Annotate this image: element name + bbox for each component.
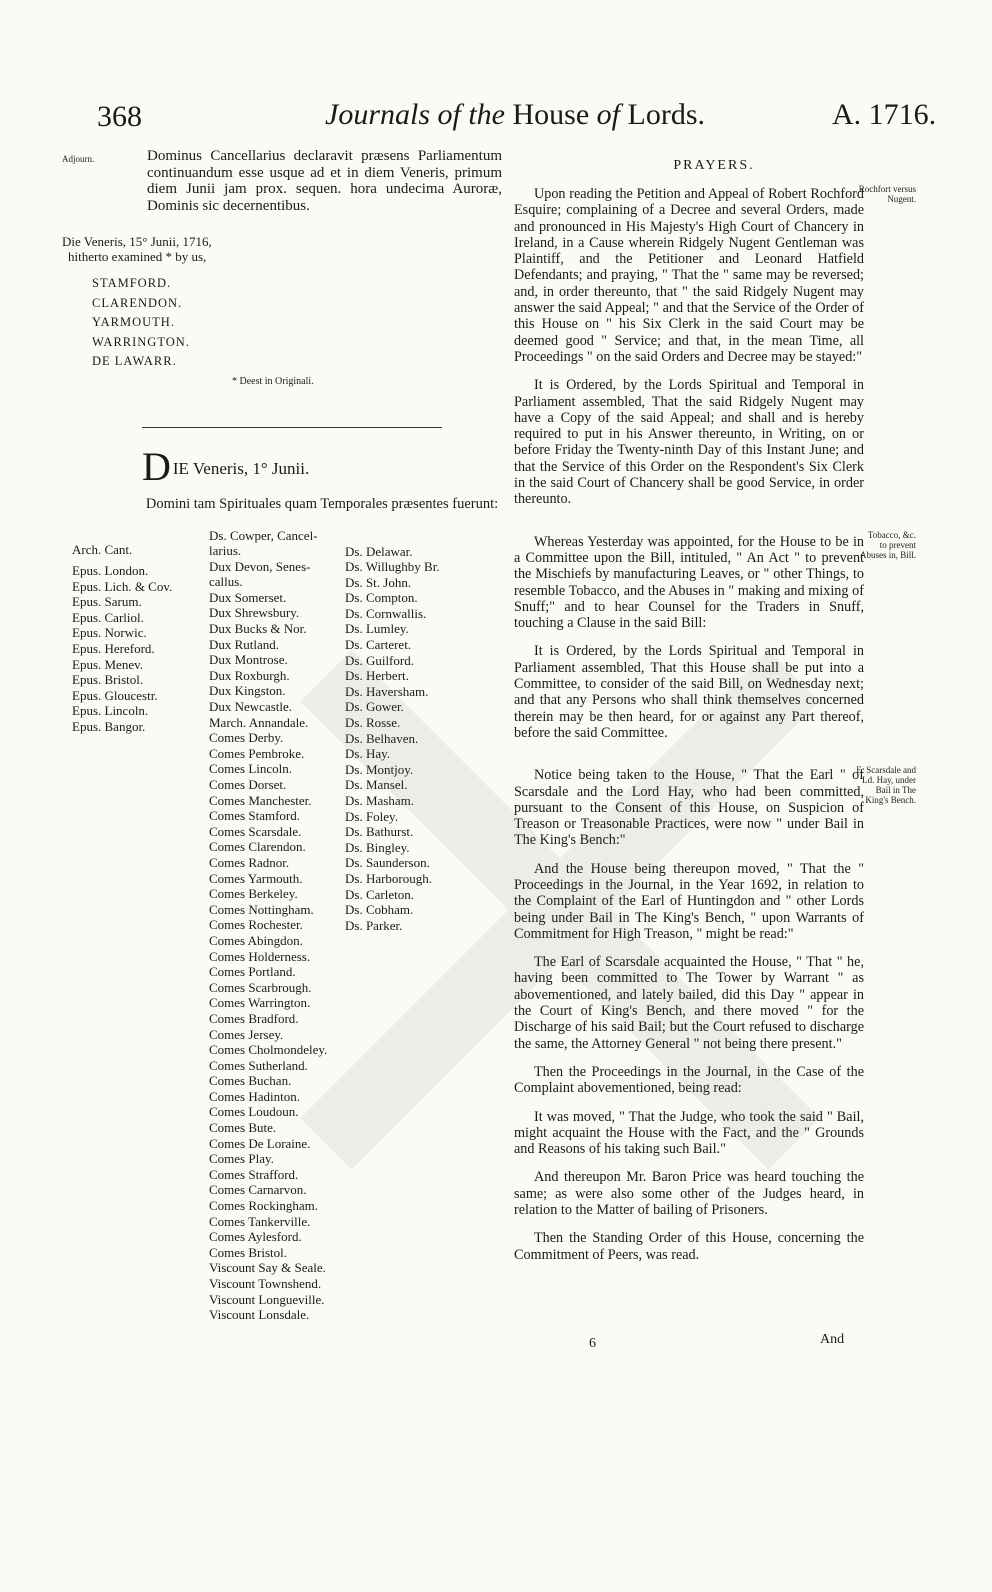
baron-entry: Ds. Delawar. [345, 543, 413, 559]
drop-cap: D [142, 443, 171, 489]
peer-entry: Comes Scarsdale. [209, 823, 302, 839]
paragraph-6: And the House being thereupon moved, " That the " Proceedings in the Journal, in the Year 1692, in relation to the Complaint of the Earl of Huntingdon and " other Lords being under Bail in The King's Bench, " upon Warrants of Commitment for High Treason, " might be read:" [514, 860, 864, 942]
standing-order-section [514, 1230, 914, 1263]
peer-entry: Comes Rochester. [209, 917, 303, 933]
judge-motion-section [514, 1109, 914, 1158]
peer-entry: larius. [209, 543, 242, 559]
bishop-entry: Epus. Bangor. [72, 719, 146, 735]
title-word-of: of [437, 98, 461, 131]
bishop-entry: Epus. Lich. & Cov. [72, 578, 173, 594]
paragraph-1: Upon reading the Petition and Appeal of Robert Rochford Esquire; complaining of a Decree and several Orders, made and pronounced in His Majesty's High Court of Chancery in Ireland, in a Cause wherein Ridgely Nugent Gentleman was Plaintiff, and the Petitioner and Leonard Hatfield Defendants; and praying, " That the " same may be reversed; and, in order thereunto, that " the said Ridgely Nugent may answer the said Appeal; " and that the Service of the Order of this House on " his Six Clerk in the said Court may be deemed good " Service; and that, in the mean Time, all Proceedings " on the said Orders and Decree may be stayed:" [514, 186, 864, 365]
baron-entry: Ds. Gower. [345, 699, 404, 715]
peer-entry: Dux Newcastle. [209, 699, 293, 715]
section-divider [142, 427, 442, 428]
page-number: 368 [97, 100, 142, 133]
peer-entry: Comes Abingdon. [209, 932, 303, 948]
rochfort-margin-note: Rochfort versus Nugent. [858, 184, 916, 204]
paragraph-7: The Earl of Scarsdale acquainted the House, " That " he, having been committed to The Tower by Warrant " as abovementioned, and lately bailed, did this Day " appear in the Court of King's Bench, and there moved " for the Discharge of his said Bail; but the Court refused to discharge the same, the Attorney General " not being there present." [514, 954, 864, 1052]
peer-entry: Comes Yarmouth. [209, 870, 303, 886]
paragraph-3: Whereas Yesterday was appointed, for the House to be in a Committee upon the Bill, intituled, " An Act " to prevent the Mischiefs by manufacturing Leaves, or " other Things, to resemble Tobacco, and the Abuses in " making and mixing of Snuff;" and to hear Counsel for the Traders in Snuff, touching a Clause in the said Bill: [514, 533, 864, 632]
baron-entry: Ds. Lumley. [345, 621, 409, 637]
peer-entry: Comes Radnor. [209, 854, 290, 870]
bishop-entry: Epus. Menev. [72, 656, 144, 672]
baron-entry: Ds. Hay. [345, 746, 391, 762]
baron-entry: Ds. Carleton. [345, 886, 414, 902]
peer-entry: Comes Warrington. [209, 995, 311, 1011]
peer-entry: Comes Stamford. [209, 808, 300, 824]
peer-entry: Comes Derby. [209, 730, 284, 746]
baron-entry: Ds. Willughby Br. [345, 559, 440, 575]
title-word-lords: Lords. [627, 98, 705, 131]
peer-entry: Dux Somerset. [209, 589, 287, 605]
peer-entry: Comes Loudoun. [209, 1104, 299, 1120]
examiner: CLARENDON. [92, 295, 183, 310]
peer-entry: Dux Bucks & Nor. [209, 621, 307, 637]
day-heading [62, 443, 502, 489]
peer-entry: Comes Rockingham. [209, 1198, 319, 1214]
tobacco-margin-note: Tobacco, &c. to prevent Abuses in, Bill. [860, 529, 917, 560]
title-word-house: House [512, 98, 590, 131]
peer-entry: March. Annandale. [209, 714, 309, 730]
peer-entry: Dux Rutland. [209, 636, 280, 652]
peer-entry: Comes Berkeley. [209, 886, 298, 902]
examiner: YARMOUTH. [92, 315, 175, 329]
baron-entry: Ds. Herbert. [345, 668, 409, 684]
peer-entry: Comes Aylesford. [209, 1229, 302, 1245]
peer-entry: Comes Scarbrough. [209, 979, 312, 995]
right-column [514, 148, 917, 1263]
examined-line-1: Die Veneris, 15° Junii, 1716, [62, 234, 212, 249]
peer-entry: Comes Carnarvon. [209, 1182, 307, 1198]
baron-entry: Ds. St. John. [345, 574, 412, 590]
title-word-of-2: of [596, 98, 620, 131]
peer-entry: Comes Clarendon. [209, 839, 306, 855]
paragraph-2: It is Ordered, by the Lords Spiritual and Temporal in Parliament assembled, That the said Ridgely Nugent may have a Copy of the said Appeal; and shall and is hereby required to put in his Answer thereunto, in Writing, on or before Friday the Twenty-ninth Day of this Instant June; and that the Service of this Order on the Respondent's Six Clerk in the said Court of Chancery shall be good Service, in order thereunto. [514, 377, 864, 508]
peer-entry: Comes Holderness. [209, 948, 311, 964]
scarsdale-margin-note: E. Scarsdale and Ld. Hay, under Bail in The King's Bench. [856, 765, 916, 806]
bishop-entry: Epus. Lincoln. [72, 703, 149, 719]
day-heading-text: IE Veneris, 1° Junii. [172, 458, 310, 478]
attendance-lists [62, 528, 502, 1348]
attendance-heading: Domini tam Spirituales quam Temporales præsentes fuerunt: [145, 495, 499, 512]
peer-entry: Comes Dorset. [209, 777, 287, 792]
peer-entry: Comes Nottingham. [209, 901, 314, 917]
peer-entry: Comes Manchester. [209, 792, 312, 808]
title-word-the: the [468, 98, 505, 131]
peer-entry: Comes Buchan. [209, 1073, 292, 1089]
baron-entry: Ds. Saunderson. [345, 855, 430, 871]
peer-entry: Viscount Lonsdale. [209, 1307, 310, 1323]
bishop-entry: Arch. Cant. [72, 541, 133, 557]
examined-note [62, 234, 502, 264]
baron-entry: Ds. Harborough. [345, 870, 433, 886]
examiner: DE LAWARR. [92, 354, 177, 368]
peer-entry: Comes Lincoln. [209, 761, 293, 777]
order-section-1 [514, 377, 914, 507]
peer-entry: Comes Play. [209, 1151, 274, 1167]
baron-entry: Ds. Cobham. [345, 902, 414, 918]
examiner: WARRINGTON. [92, 334, 190, 349]
baron-entry: Ds. Belhaven. [345, 730, 419, 746]
baron-entry: Ds. Compton. [345, 590, 418, 606]
peer-entry: Dux Kingston. [209, 683, 286, 699]
tobacco-section [514, 529, 917, 632]
adjourn-margin-note: Adjourn. [62, 154, 95, 164]
examiner-list [62, 274, 502, 372]
peer-entry: Comes Portland. [209, 964, 296, 980]
peer-entry: Viscount Townshend. [209, 1276, 322, 1291]
baron-entry: Ds. Haversham. [345, 683, 429, 699]
peer-entry: Ds. Cowper, Cancel- [209, 527, 318, 543]
adjournment-text: Dominus Cancellarius declaravit præsens Parliamentum continuandum esse usque ad et in diem Veneris, primum diem Junii jam prox. sequen. hora undecima Auroræ, Dominis sic decernentibus. [147, 148, 502, 214]
earl-section [514, 954, 914, 1052]
bishop-entry: Epus. Norwic. [72, 625, 147, 641]
bishop-entry: Epus. Bristol. [72, 672, 144, 688]
peer-entry: Viscount Say & Seale. [209, 1260, 326, 1276]
baron-entry: Ds. Rosse. [345, 715, 401, 731]
baron-entry: Ds. Mansel. [345, 777, 408, 793]
running-year: A. 1716. [832, 98, 937, 131]
running-title [325, 98, 705, 132]
bishops-list [72, 542, 172, 735]
scarsdale-section [514, 767, 914, 848]
peer-entry: Comes Bristol. [209, 1244, 288, 1260]
baron-entry: Ds. Foley. [345, 808, 398, 824]
peer-entry: callus. [209, 574, 243, 590]
paragraph-11: Then the Standing Order of this House, concerning the Commitment of Peers, was read. [514, 1230, 864, 1263]
adjournment-block [62, 148, 502, 214]
baron-entry: Ds. Cornwallis. [345, 605, 427, 621]
bishop-entry: Epus. Sarum. [72, 594, 142, 610]
prayers-heading: PRAYERS. [673, 158, 755, 173]
examined-line-2: hitherto examined * by us, [68, 249, 207, 264]
peer-entry: Comes De Loraine. [209, 1135, 311, 1151]
peer-entry: Comes Strafford. [209, 1166, 299, 1182]
baron-price-section [514, 1169, 914, 1218]
paragraph-10: And thereupon Mr. Baron Price was heard touching the same; as were also some other of the Judges heard, in relation to the Matter of bailing of Prisoners. [514, 1169, 864, 1219]
rochfort-section [514, 186, 914, 365]
title-word-journals: Journals [325, 98, 430, 131]
deest-note: * Deest in Originali. [232, 375, 314, 387]
baron-entry: Ds. Guilford. [345, 652, 414, 668]
bishop-entry: Epus. Gloucestr. [72, 687, 158, 703]
paragraph-8: Then the Proceedings in the Journal, in the Case of the Complaint abovementioned, being read: [514, 1063, 864, 1097]
peer-entry: Comes Pembroke. [209, 745, 305, 761]
catchword: And [820, 1332, 845, 1347]
peer-entry: Comes Bradford. [209, 1010, 299, 1026]
bishop-entry: Epus. Hereford. [72, 641, 155, 657]
baron-entry: Ds. Masham. [345, 793, 414, 808]
signature-mark: 6 [589, 1336, 596, 1351]
peer-entry: Comes Cholmondeley. [209, 1042, 328, 1058]
peer-entry: Comes Jersey. [209, 1026, 284, 1042]
peer-entry: Comes Sutherland. [209, 1057, 308, 1073]
barons-list [345, 544, 440, 934]
baron-entry: Ds. Bathurst. [345, 824, 414, 840]
examiner: STAMFORD. [92, 276, 172, 290]
left-column [62, 148, 502, 1348]
order-section-2 [514, 643, 914, 741]
baron-entry: Ds. Montjoy. [345, 761, 414, 777]
baron-entry: Ds. Carteret. [345, 637, 412, 653]
paragraph-4: It is Ordered, by the Lords Spiritual and Temporal in Parliament assembled, That this House shall be put into a Committee, to consider of the said Bill, on Wednesday next; and that any Persons who shall think themselves concerned therein may be then heard, for or against any Part thereof, before the said Committee. [514, 643, 864, 741]
paragraph-9: It was moved, " That the Judge, who took the said " Bail, might acquaint the House with the Fact, and the " Grounds and Reasons of his taking such Bail." [514, 1108, 864, 1158]
peer-entry: Comes Tankerville. [209, 1213, 311, 1229]
bishop-entry: Epus. London. [72, 563, 149, 579]
peer-entry: Dux Montrose. [209, 652, 288, 668]
proceedings-section [514, 1064, 914, 1097]
motion-section [514, 861, 914, 942]
peer-entry: Comes Hadinton. [209, 1088, 300, 1104]
dukes-earls-list [209, 528, 327, 1323]
peer-entry: Dux Roxburgh. [209, 667, 290, 683]
baron-entry: Ds. Parker. [345, 917, 403, 933]
bishop-entry: Epus. Carliol. [72, 609, 144, 625]
peer-entry: Viscount Longueville. [209, 1291, 325, 1307]
peer-entry: Comes Bute. [209, 1120, 277, 1136]
peer-entry: Dux Devon, Senes- [209, 558, 311, 574]
baron-entry: Ds. Bingley. [345, 839, 410, 855]
paragraph-5: Notice being taken to the House, " That the Earl " of Scarsdale and the Lord Hay, who had been committed, pursuant to the Consent of this House, on Suspicion of Treason or Treasonable Practices, were now " under Bail in The King's Bench:" [514, 767, 864, 849]
peer-entry: Dux Shrewsbury. [209, 605, 300, 621]
